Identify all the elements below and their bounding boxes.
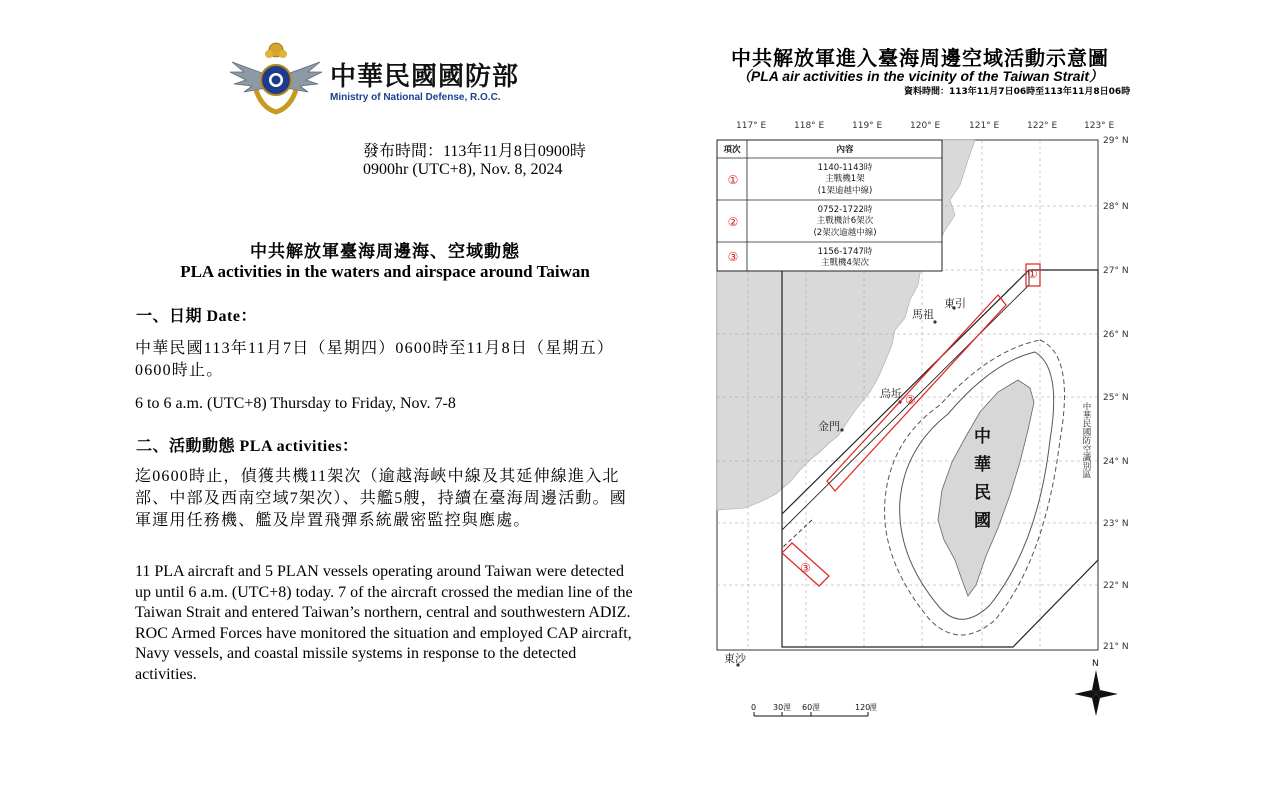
- map-title-en: （PLA air activities in the vicinity of the Taiwan Strait）: [736, 68, 1104, 84]
- lat-label: 25° N: [1103, 393, 1129, 403]
- lat-label: 29° N: [1103, 136, 1129, 146]
- mnd-emblem-icon: [226, 38, 326, 116]
- release-time-en: 0900hr (UTC+8), Nov. 8, 2024: [363, 161, 563, 178]
- report-title-en: PLA activities in the waters and airspace around Taiwan: [180, 262, 590, 281]
- legend-row-num: ①: [727, 173, 739, 187]
- zone-marker-3: ③: [800, 561, 811, 575]
- legend-row-line2: 主戰機4架次: [821, 258, 869, 268]
- scale-unit: 浬: [869, 703, 877, 712]
- zone-marker-1: ①: [1027, 267, 1038, 281]
- report-title-zh: 中共解放軍臺海周邊海、空域動態: [250, 242, 520, 262]
- legend-row-time: 0752-1722時: [817, 205, 873, 215]
- lat-label: 23° N: [1103, 519, 1129, 529]
- zone-marker-2: ②: [905, 393, 916, 407]
- dongsha-label: 東沙: [724, 652, 746, 665]
- mazu-label: 馬祖: [912, 308, 934, 321]
- scale-label: 30: [773, 703, 784, 712]
- section-activities-heading: 二、活動動態 PLA activities：: [136, 438, 359, 455]
- scale-bar: [751, 703, 877, 716]
- legend-row-line2: 主戰機計6架次: [816, 216, 874, 226]
- lon-label: 123° E: [1084, 121, 1115, 131]
- section-activities-body-zh: 迄0600時止，偵獲共機11架次（逾越海峽中線及其延伸線進入北部、中部及西南空域7架次）、共艦5艘，持續在臺海周邊活動。國軍運用任務機、艦及岸置飛彈系統嚴密監控與應處。: [135, 468, 628, 529]
- lon-label: 122° E: [1027, 121, 1058, 131]
- scale-unit: 浬: [812, 703, 820, 712]
- compass-rose-icon: [1074, 659, 1118, 716]
- taiwan-char: 民: [974, 483, 991, 503]
- legend-row-time: 1156-1747時: [817, 247, 873, 257]
- section-date-body-zh: 中華民國113年11月7日（星期四）0600時至11月8日（星期五）0600時止。: [135, 340, 615, 379]
- kinmen-dot: [840, 428, 843, 431]
- section-date-heading: 一、日期 Date：: [136, 308, 257, 325]
- lat-labels: [1103, 136, 1129, 652]
- section-date-body-en: 6 to 6 a.m. (UTC+8) Thursday to Friday, Nov. 7-8: [135, 395, 456, 412]
- map-title-zh: 中共解放軍進入臺海周邊空域活動示意圖: [731, 46, 1109, 70]
- lon-labels: [736, 121, 1115, 131]
- lat-label: 21° N: [1103, 642, 1129, 652]
- taiwan-char: 華: [974, 455, 991, 475]
- adiz-label: 中華民國防空識別區: [1081, 402, 1091, 479]
- scale-label: 60: [802, 703, 813, 712]
- org-name-en: Ministry of National Defense, R.O.C.: [330, 92, 501, 103]
- wuqiu-label: 烏坵: [880, 387, 902, 400]
- lon-label: 119° E: [852, 121, 883, 131]
- taiwan-char: 中: [974, 427, 991, 447]
- kinmen-label: 金門: [818, 420, 840, 433]
- scale-label: 0: [751, 703, 757, 712]
- scale-unit: 浬: [783, 703, 791, 712]
- legend-row-line3: (2架次逾越中線): [813, 228, 877, 238]
- legend-row-num: ②: [727, 215, 739, 229]
- section-activities-body-en: 11 PLA aircraft and 5 PLAN vessels operating around Taiwan were detected up until 6 a.m. (UTC+8) today. 7 of the aircraft crossed the median line of the Taiwan Strait and entered Taiwan’s northern, central and southwestern ADIZ. ROC Armed Forces have monitored the situation and employed CAP aircraft, Navy vessels, and coastal missile systems in response to the detected activities.: [135, 563, 633, 683]
- legend-table: [717, 140, 942, 271]
- lon-label: 121° E: [969, 121, 1000, 131]
- legend-col-item: 項次: [723, 145, 741, 155]
- lon-label: 118° E: [794, 121, 825, 131]
- org-name-zh: 中華民國國防部: [330, 62, 520, 92]
- lat-label: 27° N: [1103, 266, 1129, 276]
- scale-label: 120: [855, 703, 871, 712]
- lat-label: 24° N: [1103, 457, 1129, 467]
- activity-map: [700, 110, 1140, 730]
- lon-label: 120° E: [910, 121, 941, 131]
- lat-label: 28° N: [1103, 202, 1129, 212]
- legend-row-line3: (1架逾越中線): [817, 186, 873, 196]
- lat-label: 26° N: [1103, 330, 1129, 340]
- lon-label: 117° E: [736, 121, 767, 131]
- dongyin-label: 東引: [944, 297, 966, 310]
- legend-row-time: 1140-1143時: [817, 163, 873, 173]
- legend-col-content: 內容: [836, 145, 854, 155]
- taiwan-char: 國: [974, 511, 991, 531]
- lat-label: 22° N: [1103, 581, 1129, 591]
- compass-north-label: N: [1092, 659, 1099, 669]
- map-data-time: 資料時間：113年11月7日06時至113年11月8日06時: [904, 87, 1131, 97]
- release-time-zh: 發布時間：113年11月8日0900時: [363, 143, 586, 160]
- legend-row-num: ③: [727, 250, 739, 264]
- legend-row-line2: 主戰機1架: [825, 174, 865, 184]
